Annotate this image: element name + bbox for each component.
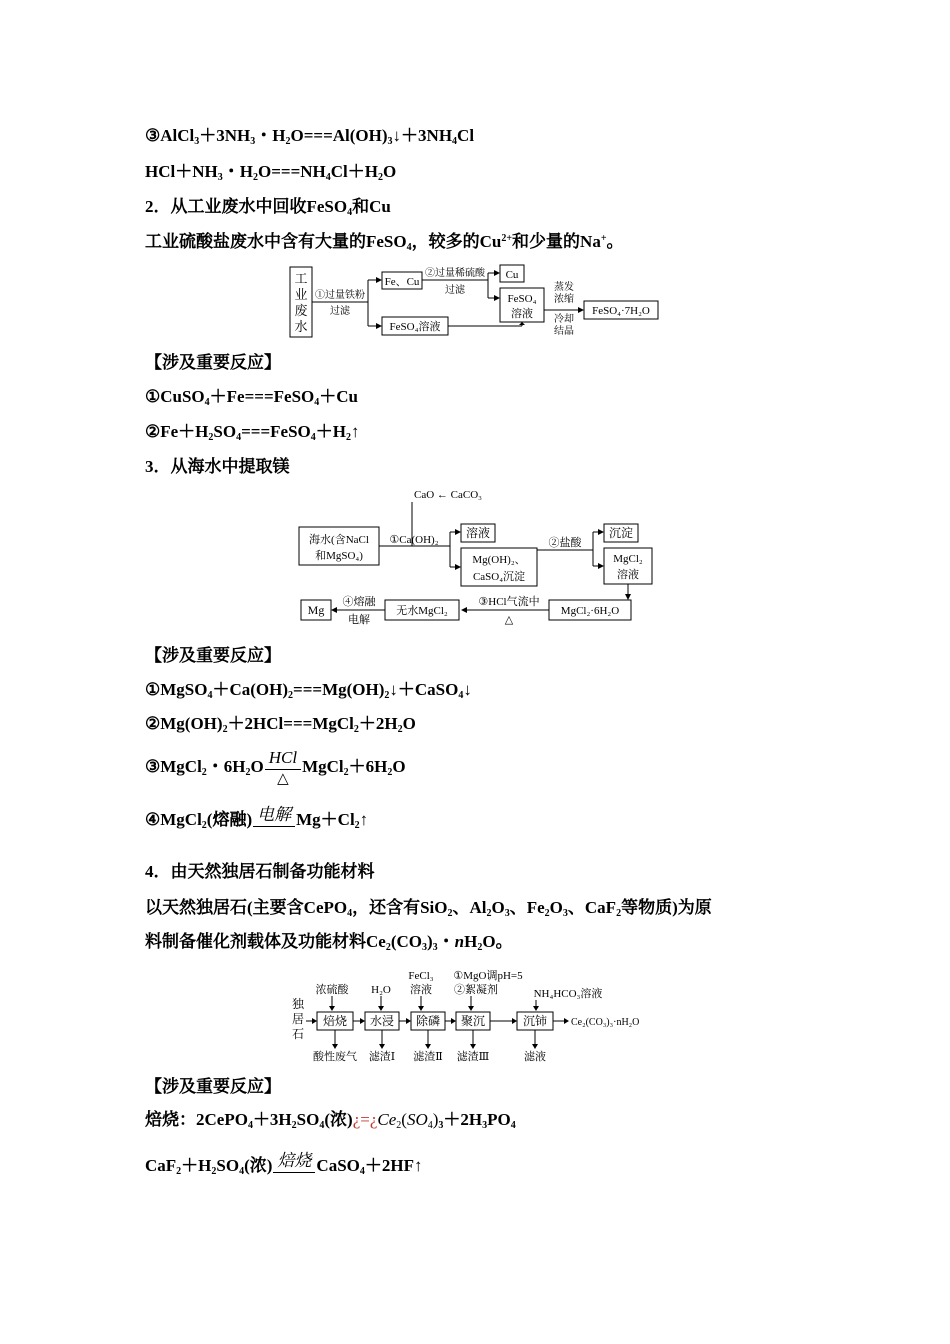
flowchart-seawater-mg (295, 484, 665, 634)
s2-reaction-2: $②Fe+H_2SO_4===FeSO_4+H_2↑$ (145, 422, 360, 443)
step4-sub: 电解 (348, 614, 370, 626)
mgcl2-sol-line2: 溶液 (617, 569, 639, 581)
equation-alcl3-nh3: $③AlCl_3+3NH_3$・$H_2O===Al(OH)_3↓+3NH_4Cl$ (145, 126, 475, 147)
evap-line2: 浓缩 (554, 294, 574, 305)
step2-label: ②过量稀硫酸 (425, 268, 485, 279)
flowchart-monazite (288, 964, 668, 1069)
step-dephos: 除磷 (415, 1014, 441, 1028)
s2-reaction-1: ①CuSO$_4$＋Fe===FeSO$_4$＋Cu (145, 387, 358, 408)
reagent-fecl3-sol: 溶液 (410, 984, 432, 996)
garbled-text: ¿$=¿Ce_2(SO_4)$ (352, 1110, 439, 1131)
s3-reaction-3: ③MgCl$_2$・$6H_2O$ $\frac{\text{HCl}}{\triangle}$ $MgCl_2+6H_2O$ (145, 748, 406, 787)
reagent-nh4hco3: NH₄HCO₃溶液 (533, 988, 603, 1000)
precip2: 沉淀 (608, 526, 634, 540)
reaction-heading-1: 【涉及重要反应】 (145, 353, 281, 372)
condition-roast: 焙烧 (273, 1151, 315, 1183)
anhydrous-box: 无水MgCl₂ (396, 605, 448, 617)
step-precip-ce: 沉铈 (522, 1014, 548, 1028)
step3-label: ③HCl气流中 (478, 596, 540, 608)
mgcl2-sol-line1: MgCl₂ (613, 553, 643, 565)
mg-box: Mg (307, 603, 325, 617)
reagent-fecl3: FeCl₃ (408, 970, 434, 982)
hydrate-box: MgCl₂·6H₂O (560, 605, 620, 617)
feso4-box-line2: 溶液 (511, 308, 533, 320)
s4-reaction-2: $CaF_2+H_2SO_4$(浓) 焙烧 CaSO$_4$＋2HF↑ (145, 1151, 423, 1183)
condition-electrolysis: 电解 (253, 805, 295, 837)
waste-residue-2: 滤渣Ⅱ (413, 1051, 443, 1063)
equation-hcl-nh3: $HCl+NH_3$・$H_2O===NH_4Cl+H_2O$ (145, 162, 397, 183)
source-char-4: 水 (294, 319, 308, 334)
flowchart-wastewater (288, 264, 668, 347)
source-char-1: 工 (294, 271, 308, 286)
step1-sub: 过滤 (330, 306, 350, 317)
reaction-heading-3: 【涉及重要反应】 (145, 1077, 281, 1096)
cool-line1: 冷却 (554, 314, 574, 325)
fe-cu-box: Fe、Cu (384, 276, 420, 288)
product-ce2co3: Ce₂(CO₃)₃·nH₂O (571, 1017, 640, 1028)
s3-reaction-2: $②Mg(OH)_2+2HCl===MgCl_2+2H_2O$ (145, 714, 416, 735)
source-char-1: 独 (291, 997, 305, 1011)
step3-heat: △ (504, 614, 514, 626)
precip-line1: Mg(OH)₂、 (472, 554, 526, 566)
solution1: 溶液 (465, 526, 491, 540)
waste-residue-1: 滤渣Ⅰ (368, 1051, 396, 1063)
section-4-heading: 4．由天然独居石制备功能材料 (145, 862, 375, 881)
condition-hcl-heat: $\frac{\text{HCl}}{\triangle}$ (265, 748, 301, 788)
seawater-line1: 海水(含NaCl (309, 534, 369, 546)
step1-caoh2: ①Ca(OH)₂ (389, 534, 439, 546)
waste-residue-3: 滤渣Ⅲ (456, 1051, 490, 1063)
cool-line2: 结晶 (554, 326, 574, 337)
evap-line1: 蒸发 (554, 282, 574, 293)
reagent-mgo: ①MgO调pH=5 (453, 970, 523, 982)
precip-line2: CaSO₄沉淀 (472, 571, 526, 583)
feso4-box-line1: FeSO₄ (507, 293, 537, 305)
step-coagulate: 聚沉 (460, 1014, 486, 1028)
source-char-2: 居 (291, 1012, 305, 1026)
step4-label: ④熔融 (342, 596, 376, 608)
section-4-intro-2: 料制备催化剂载体及功能材料$Ce_2(CO_3)_3$・$nH_2O$。 (145, 932, 513, 953)
s3-reaction-1: $①MgSO_4+Ca(OH)_2===Mg(OH)_2↓+CaSO_4↓$ (145, 680, 472, 701)
section-2-heading: 2．从工业废水中回收FeSO$_4$和Cu (145, 197, 391, 218)
section-4-intro-1: 以天然独居石(主要含CePO$_4$，还含有SiO$_2$、$Al_2O_3$、$Fe_2O_3$、CaF$_2$等物质)为原 (145, 898, 712, 919)
section-3-heading: 3．从海水中提取镁 (145, 457, 290, 476)
s4-reaction-1: 焙烧：$2CePO_4+3H_2SO_4$(浓)¿$=¿Ce_2(SO_4)_3+2H_3PO_4$ (145, 1110, 516, 1131)
reagent-h2so4: 浓硫酸 (315, 984, 349, 996)
cao-caco3: CaO ← CaCO₃ (414, 489, 482, 501)
reagent-water: H₂O (371, 984, 391, 996)
section-2-intro: 工业硫酸盐废水中含有大量的FeSO$_4$，较多的$Cu^{2+}$和少量的Na+。 (145, 232, 624, 253)
seawater-line2: 和MgSO₄) (315, 550, 363, 562)
waste-acid-gas: 酸性废气 (313, 1051, 357, 1063)
product-box: FeSO₄·7H₂O (592, 305, 650, 317)
feso4-solution-box: FeSO₄溶液 (389, 321, 441, 333)
s3-reaction-4: ④MgCl$_2$(熔融) 电解 $Mg+Cl_2↑$ (145, 805, 368, 837)
step1-label: ①过量铁粉 (315, 290, 365, 301)
source-char-3: 废 (294, 303, 308, 318)
step2-sub: 过滤 (445, 285, 465, 296)
cu-box: Cu (505, 269, 519, 281)
step2-hcl: ②盐酸 (548, 537, 582, 549)
reagent-flocculant: ②絮凝剂 (454, 984, 498, 996)
reaction-heading-2: 【涉及重要反应】 (145, 646, 281, 665)
source-char-2: 业 (294, 287, 308, 302)
step-roast: 焙烧 (322, 1014, 348, 1028)
waste-filtrate: 滤液 (524, 1051, 546, 1063)
step-leach: 水浸 (369, 1014, 395, 1028)
source-char-3: 石 (291, 1027, 305, 1041)
